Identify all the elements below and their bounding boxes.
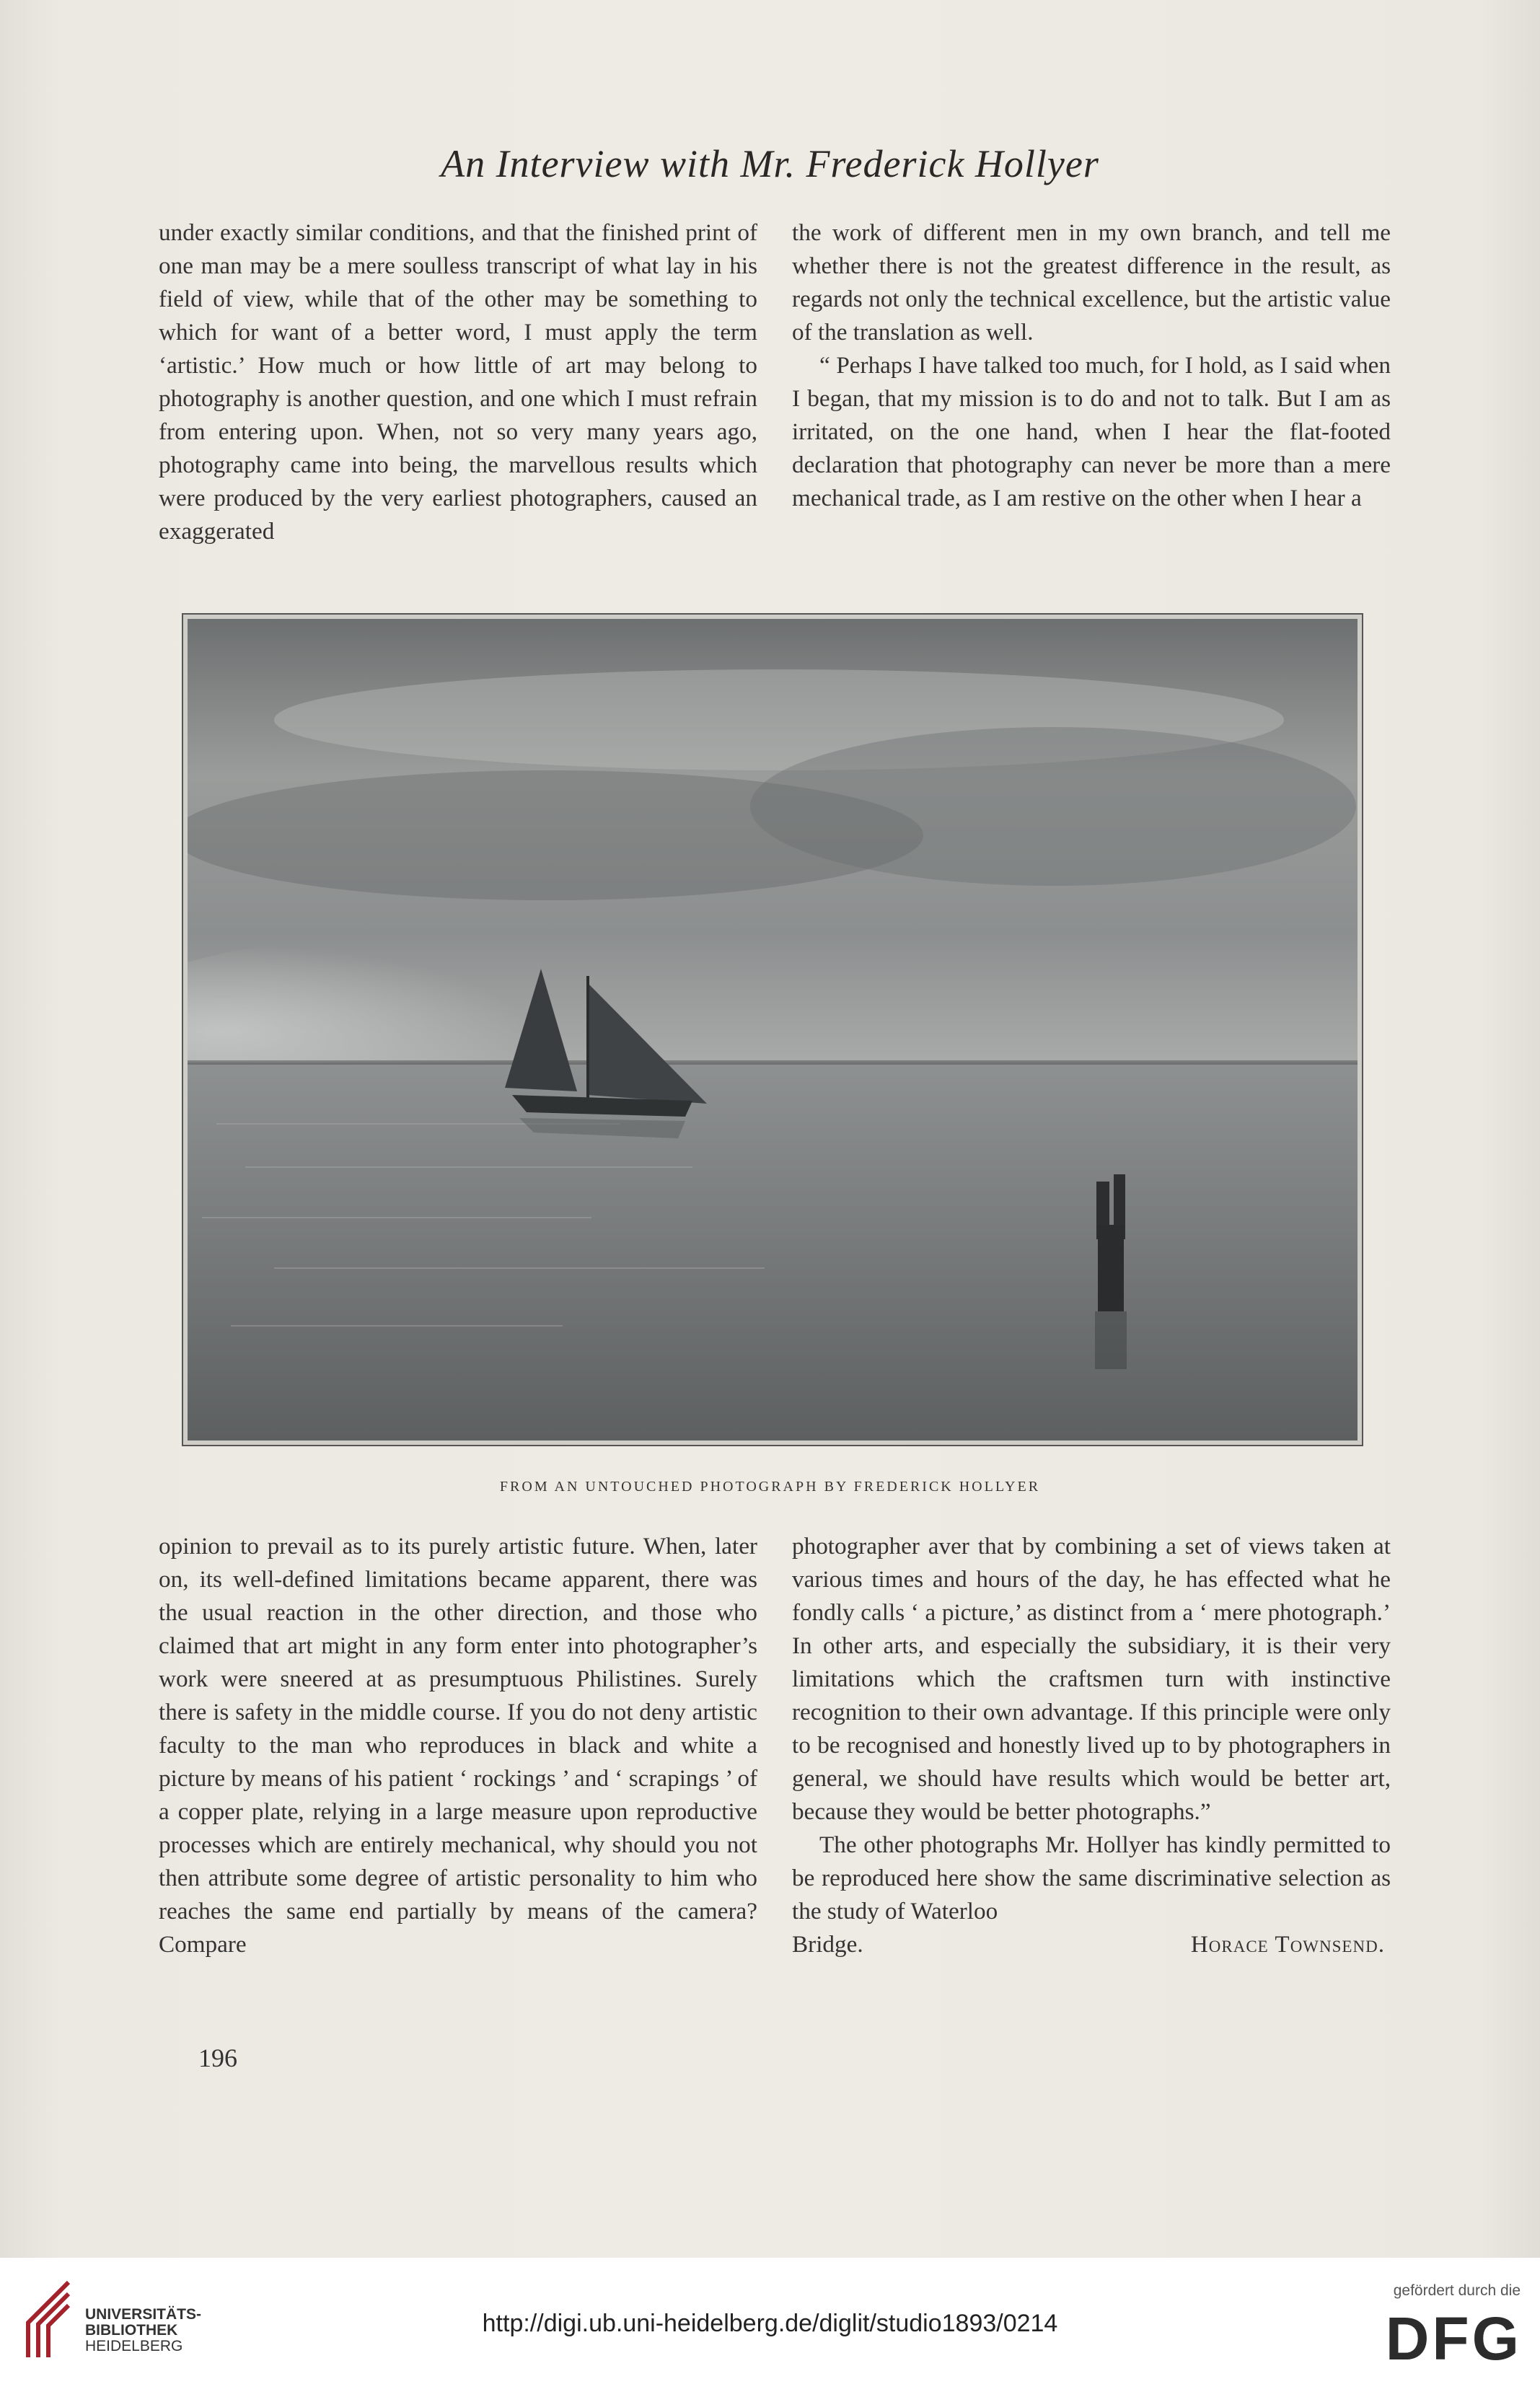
paragraph: “ Perhaps I have talked too much, for I hold, as I said when I began, that my mission is to do and not to talk. But I am as irritated, on the one hand, when I hear the flat-footed declaration that photography can never be more than a mere mechanical trade, as I am restive on the other when I hear a [792,352,1391,511]
page-number: 196 [198,2044,237,2072]
paragraph: opinion to prevail as to its purely artistic future. When, later on, its well-defined limitations became apparent, there was the usual reaction in the other direction, and those who claimed that art might in any form enter into photographer’s work were sneered at as presumptuous Philistines. Surely there is safety in the middle course. If you do not deny artistic faculty to the man who reproduces in black and white a picture by means of his patient ‘ rockings ’ and ‘ scrapings ’ of a copper plate, relying in a large measure upon reproductive processes which are entirely mechanical, why should you not then attribute some degree of artistic personality to him who reaches the same end partially by means of the camera? Compare [159,1533,757,1958]
column-bottom-left [159,1530,757,1961]
closing-word: Bridge. [792,1931,863,1958]
column-top-right [792,216,1391,515]
library-name-line: UNIVERSITÄTS- [85,2306,202,2323]
photograph-image [188,619,1358,1440]
closing-line [792,1928,1391,1961]
column-top-left [159,216,757,548]
paragraph: under exactly similar conditions, and that the finished print of one man may be a mere soulless transcript of what lay in his field of view, while that of the other may be something to which for want of a better word, I must apply the term ‘artistic.’ How much or how little of art may belong to photography is another question, and one which I must refrain from entering upon. When, not so very many years ago, photography came into being, the marvellous results which were produced by the very earliest photographers, caused an exaggerated [159,219,757,545]
library-name-line: BIBLIOTHEK [85,2322,178,2339]
author-signature: Horace Townsend. [1190,1931,1385,1958]
photograph-sailboat [182,613,1363,1446]
library-name-line: HEIDELBERG [85,2338,183,2354]
paragraph: photographer aver that by combining a set of views taken at various times and hours of the day, he has effected what he fondly calls ‘ a picture,’ as distinct from a ‘ mere photograph.’ In other arts, and especially the subsidiary, it is their very limitations which the craftsmen turn with instinctive recognition to their own advantage. If this principle were only to be recognised and honestly lived up to by photographers in general, we should have results which would be better art, because they would be better photographs.” [792,1533,1391,1825]
running-head: An Interview with Mr. Frederick Hollyer [441,142,1099,185]
photo-caption: FROM AN UNTOUCHED PHOTOGRAPH BY FREDERICK HOLLYER [499,1479,1041,1495]
paragraph: the work of different men in my own branch, and tell me whether there is not the greatest difference in the result, as regards not only the technical excellence, but the artistic value of the translation as well. [792,219,1391,346]
column-bottom-right [792,1530,1391,1961]
source-url-link[interactable]: http://digi.ub.uni-heidelberg.de/diglit/studio1893/0214 [482,2310,1058,2337]
dfg-logo: DFG [1385,2305,1522,2372]
paragraph: The other photographs Mr. Hollyer has kindly permitted to be reproduced here show the same discriminative selection as the study of Waterloo [792,1831,1391,1925]
funding-note: gefördert durch die [1393,2282,1521,2299]
